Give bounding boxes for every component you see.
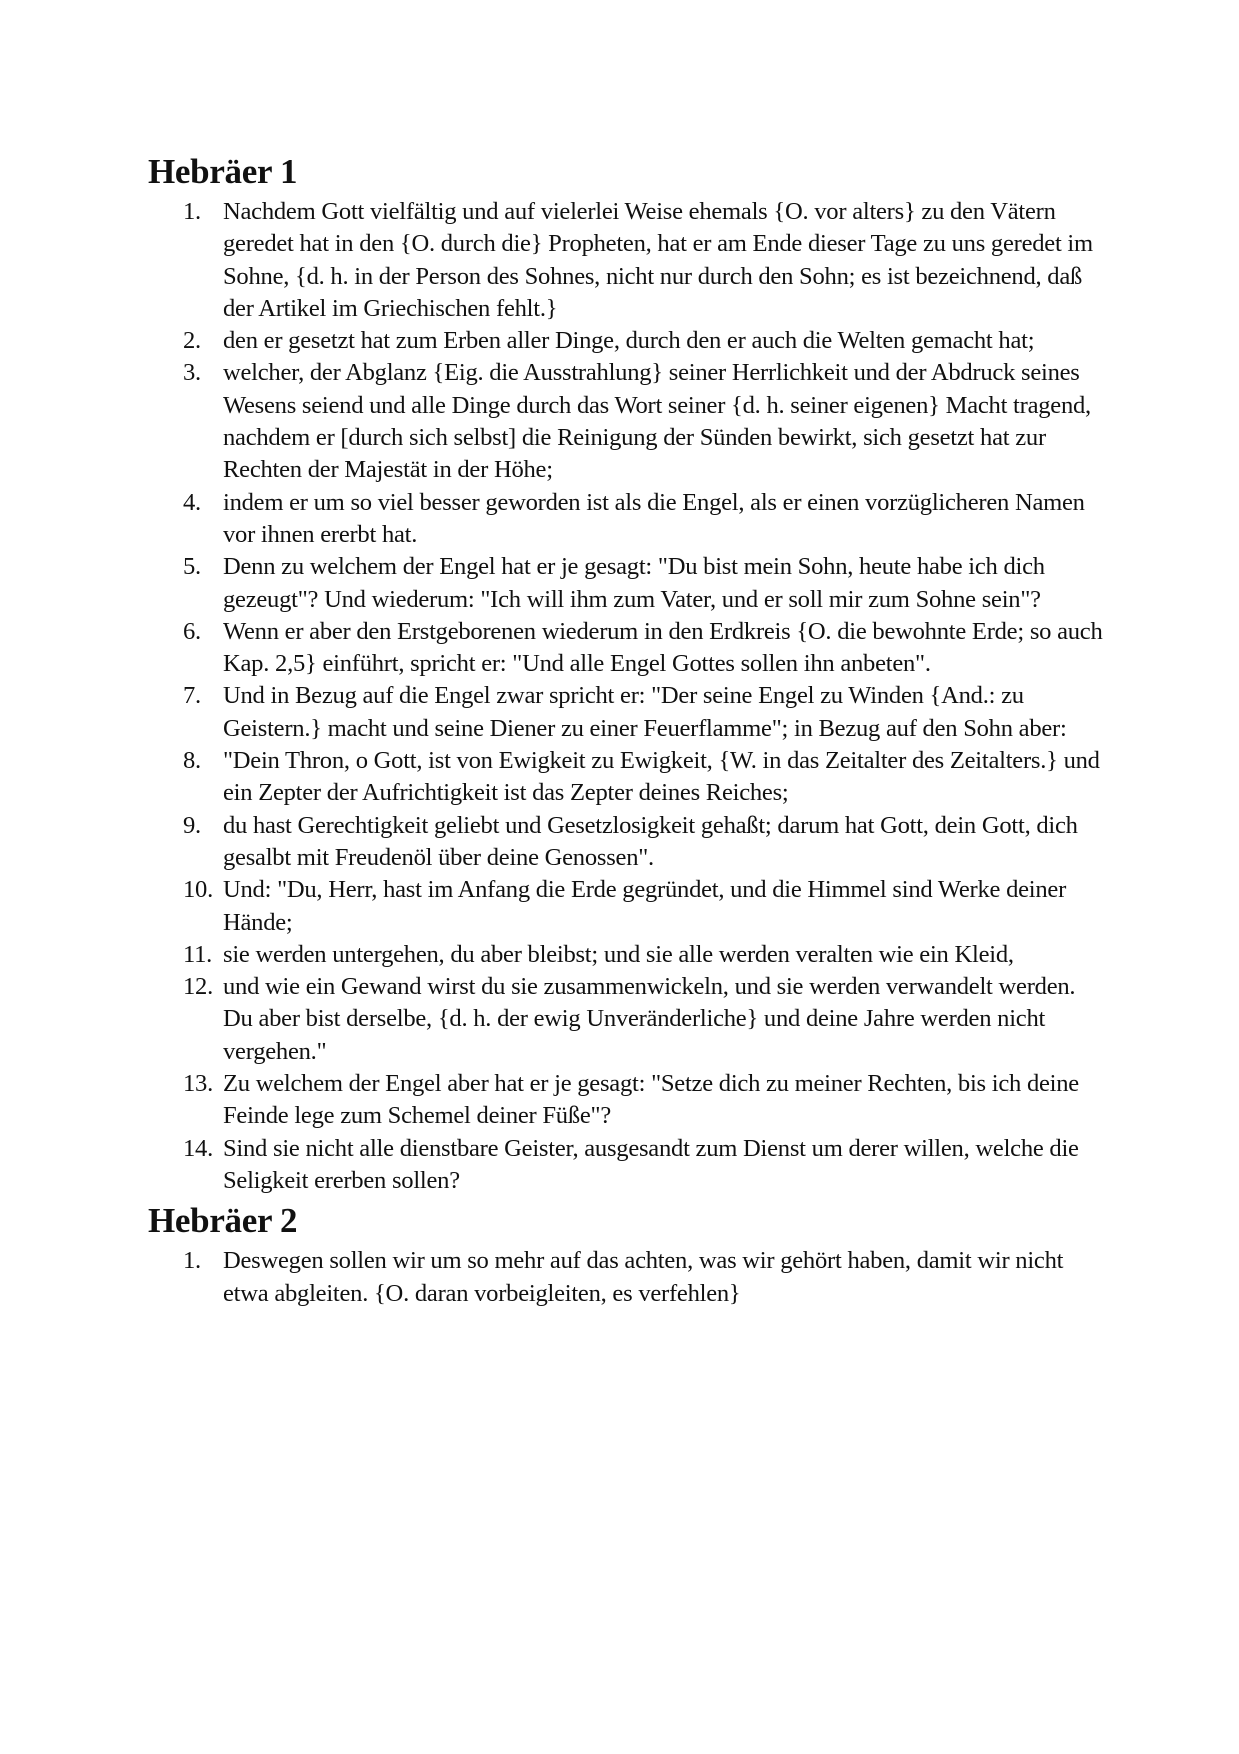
verse-number: 9. [183, 811, 201, 839]
verse-item [148, 745, 1108, 810]
verse-number-cell [148, 939, 223, 971]
verse-text: Sind sie nicht alle dienstbare Geister, ausgesandt zum Dienst um derer willen, welche die Seligkeit ererben sollen? [223, 1134, 1079, 1194]
verse-list [148, 1245, 1108, 1310]
verse-item [148, 680, 1108, 745]
verse-text: welcher, der Abglanz {Eig. die Ausstrahlung} seiner Herrlichkeit und der Abdruck seines Wesens seiend und alle Dinge durch das Wort seiner {d. h. seiner eigenen} Macht tragend, nachdem er [durch sich selbst] die Reinigung der Sünden bewirkt, sich gesetzt hat zur Rechten der Majestät in der Höhe; [223, 359, 1091, 484]
verse-number: 14. [183, 1134, 213, 1162]
verse-item [148, 1133, 1108, 1198]
chapter-heading: Hebräer 2 [148, 1201, 298, 1241]
verse-item [148, 1068, 1108, 1133]
verse-number-cell [148, 551, 223, 616]
verse-list [148, 196, 1108, 1197]
verse-number: 12. [183, 973, 213, 1001]
verse-number: 3. [183, 359, 201, 387]
verse-number: 7. [183, 682, 201, 710]
verse-number: 5. [183, 553, 201, 581]
verse-text: den er gesetzt hat zum Erben aller Dinge, durch den er auch die Welten gemacht hat; [223, 327, 1035, 355]
verse-item [148, 487, 1108, 552]
document-page [148, 148, 1108, 1310]
verse-text: und wie ein Gewand wirst du sie zusammenwickeln, und sie werden verwandelt werden. Du aber bist derselbe, {d. h. der ewig Unveränderliche} und deine Jahre werden nicht vergehen." [223, 973, 1076, 1065]
verse-number: 13. [183, 1070, 213, 1098]
verse-text: Und: "Du, Herr, hast im Anfang die Erde gegründet, und die Himmel sind Werke deiner Hände; [223, 876, 1067, 936]
verse-item [148, 325, 1108, 357]
verse-text: Wenn er aber den Erstgeborenen wiederum in den Erdkreis {O. die bewohnte Erde; so auch Kap. 2,5} einführt, spricht er: "Und alle Engel Gottes sollen ihn anbeten". [223, 617, 1103, 678]
verse-item [148, 971, 1108, 1068]
verse-number-cell [148, 745, 223, 810]
verse-number-cell [148, 616, 223, 681]
verse-text: du hast Gerechtigkeit geliebt und Gesetzlosigkeit gehaßt; darum hat Gott, dein Gott, dich gesalbt mit Freudenöl über deine Genossen". [223, 811, 1078, 871]
verse-number-cell [148, 325, 223, 357]
verse-text: sie werden untergehen, du aber bleibst; und sie alle werden veralten wie ein Kleid, [223, 940, 1014, 968]
verse-number: 11. [183, 940, 213, 968]
verse-number: 6. [183, 617, 201, 645]
verse-number-cell [148, 1068, 223, 1133]
verse-number-cell [148, 874, 223, 939]
verse-number-cell [148, 196, 223, 325]
verse-item [148, 196, 1108, 325]
verse-number-cell [148, 1133, 223, 1198]
verse-text: Denn zu welchem der Engel hat er je gesagt: "Du bist mein Sohn, heute habe ich dich gezeugt"? Und wiederum: "Ich will ihm zum Vater, und er soll mir zum Sohne sein"? [223, 553, 1045, 613]
verse-item [148, 1245, 1108, 1310]
verse-number: 8. [183, 747, 201, 775]
verse-number: 2. [183, 327, 201, 355]
verse-text: Zu welchem der Engel aber hat er je gesagt: "Setze dich zu meiner Rechten, bis ich deine Feinde lege zum Schemel deiner Füße"? [223, 1070, 1079, 1130]
verse-number-cell [148, 487, 223, 552]
verse-text: indem er um so viel besser geworden ist als die Engel, als er einen vorzüglicheren Namen vor ihnen ererbt hat. [223, 488, 1085, 548]
verse-number-cell [148, 1245, 223, 1310]
verse-text: Und in Bezug auf die Engel zwar spricht er: "Der seine Engel zu Winden {And.: zu Geistern.} macht und seine Diener zu einer Feuerflamme"; in Bezug auf den Sohn aber: [223, 682, 1067, 742]
verse-number: 1. [183, 198, 201, 225]
verse-text: Deswegen sollen wir um so mehr auf das achten, was wir gehört haben, damit wir nicht etwa abgleiten. {O. daran vorbeigleiten, es verfehlen} [223, 1247, 1064, 1307]
verse-item [148, 810, 1108, 875]
verse-number-cell [148, 810, 223, 875]
verse-number-cell [148, 680, 223, 745]
verse-number-cell [148, 357, 223, 486]
verse-item [148, 357, 1108, 486]
verse-number: 4. [183, 488, 201, 516]
verse-item [148, 616, 1108, 681]
verse-text: Nachdem Gott vielfältig und auf vielerlei Weise ehemals {O. vor alters} zu den Vätern geredet hat in den {O. durch die} Propheten, hat er am Ende dieser Tage zu uns geredet im Sohne, {d. h. in der Person des Sohnes, nicht nur durch den Sohn; es ist bezeichnend, daß der Artikel im Griechischen fehlt.} [223, 198, 1093, 322]
chapter-heading: Hebräer 1 [148, 152, 298, 191]
verse-text: "Dein Thron, o Gott, ist von Ewigkeit zu Ewigkeit, {W. in das Zeitalter des Zeitalters.} und ein Zepter der Aufrichtigkeit ist das Zepter deines Reiches; [223, 747, 1100, 807]
verse-number-cell [148, 971, 223, 1068]
verse-item [148, 939, 1108, 971]
verse-number: 1. [183, 1247, 201, 1275]
verse-item [148, 874, 1108, 939]
verse-item [148, 551, 1108, 616]
verse-number: 10. [183, 876, 213, 904]
